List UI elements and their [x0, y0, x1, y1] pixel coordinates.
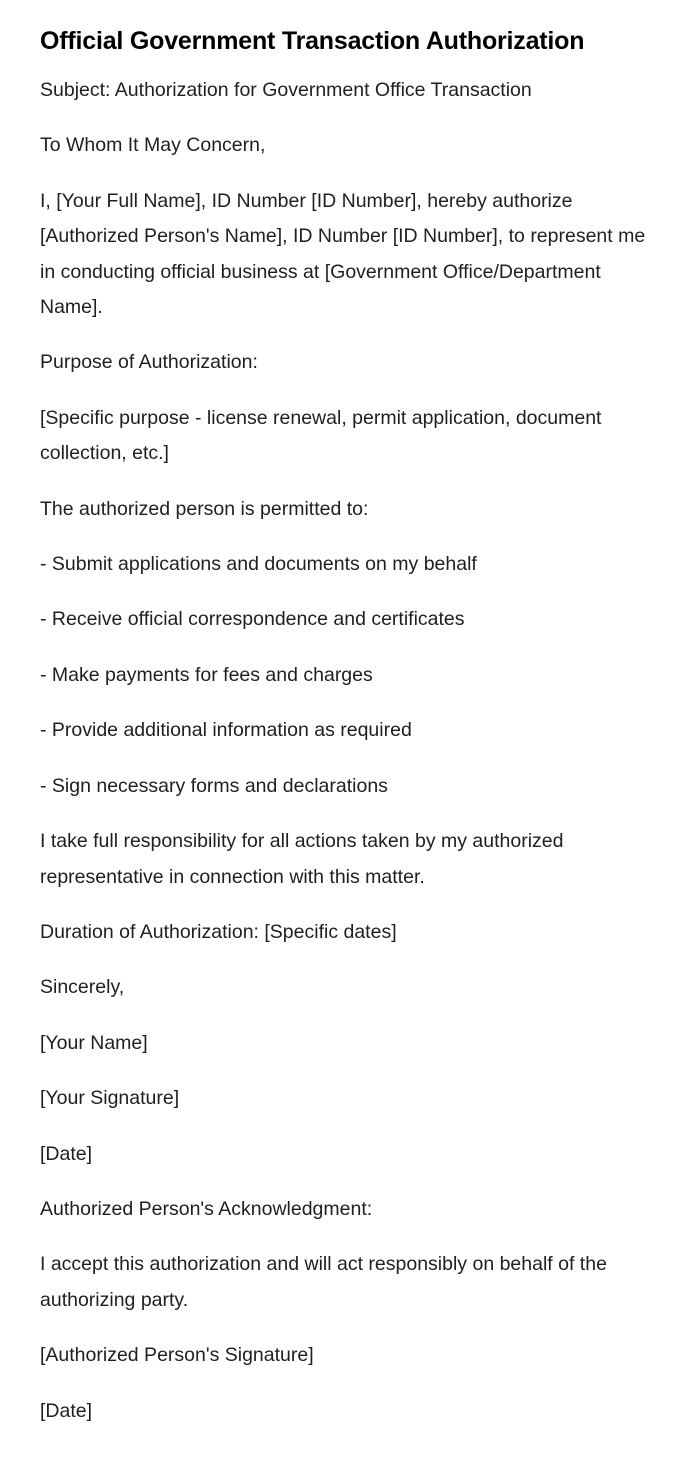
purpose-text: [Specific purpose - license renewal, permit application, document collection, etc.] [40, 406, 602, 465]
permission-item: - Provide additional information as required [40, 719, 412, 742]
your-name-placeholder: [Your Name] [40, 1031, 148, 1054]
your-signature-placeholder: [Your Signature] [40, 1087, 180, 1110]
permitted-heading: The authorized person is permitted to: [40, 497, 369, 520]
subject-line: Subject: Authorization for Government Office Transaction [40, 79, 532, 101]
document-page [40, 22, 660, 1449]
duration-line: Duration of Authorization: [Specific dates] [40, 920, 397, 943]
permission-item: - Submit applications and documents on my behalf [40, 553, 477, 576]
acknowledgment-text: I accept this authorization and will act responsibly on behalf of the authorizing party. [40, 1253, 607, 1311]
date-placeholder: [Date] [40, 1399, 93, 1422]
salutation: To Whom It May Concern, [40, 134, 266, 157]
intro-paragraph: I, [Your Full Name], ID Number [ID Number], hereby authorize [Authorized Person's Name], ID Number [ID Number], to represent me in conducting official business at [Government Office/Department Name]. [40, 189, 646, 319]
responsibility-paragraph: I take full responsibility for all actions taken by my authorized representative in connection with this matter. [40, 830, 564, 888]
authorized-signature-placeholder: [Authorized Person's Signature] [40, 1344, 314, 1367]
closing: Sincerely, [40, 976, 125, 999]
purpose-heading: Purpose of Authorization: [40, 351, 258, 374]
document-title: Official Government Transaction Authorization [40, 27, 585, 55]
permission-item: - Receive official correspondence and certificates [40, 608, 465, 631]
permission-item: - Sign necessary forms and declarations [40, 774, 388, 797]
permission-item: - Make payments for fees and charges [40, 663, 373, 686]
acknowledgment-heading: Authorized Person's Acknowledgment: [40, 1197, 373, 1220]
date-placeholder: [Date] [40, 1142, 93, 1165]
